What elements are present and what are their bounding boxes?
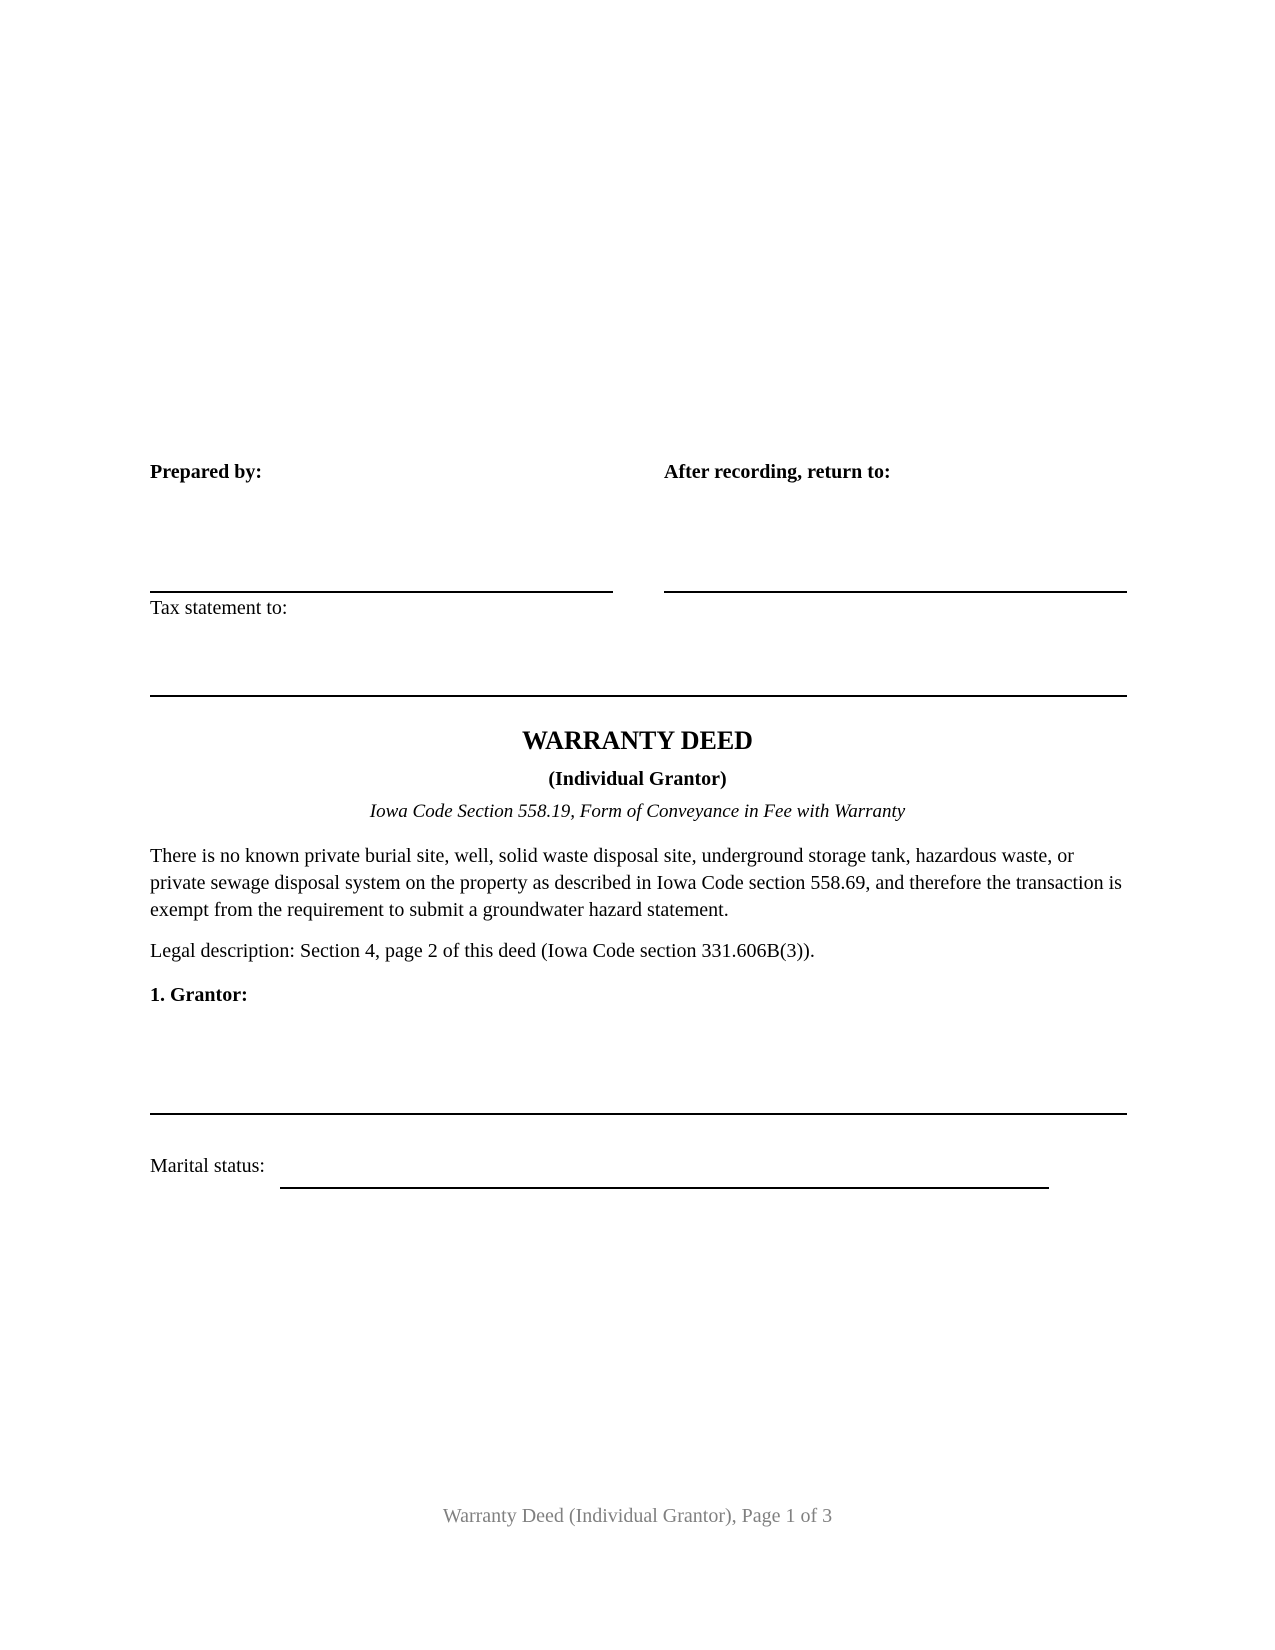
tax-statement-line[interactable]	[150, 695, 1127, 697]
return-to-label: After recording, return to:	[664, 461, 891, 483]
grantor-line[interactable]	[150, 1113, 1127, 1115]
prepared-by-line[interactable]	[150, 591, 613, 593]
page-footer: Warranty Deed (Individual Grantor), Page 1 of 3	[442, 1505, 833, 1527]
grantor-heading: 1. Grantor:	[150, 984, 248, 1006]
code-citation: Iowa Code Section 558.19, Form of Conveyance in Fee with Warranty	[369, 801, 906, 822]
legal-description: Legal description: Section 4, page 2 of this deed (Iowa Code section 331.606B(3)).	[150, 940, 815, 962]
prepared-by-label: Prepared by:	[150, 461, 263, 483]
return-to-line[interactable]	[664, 591, 1127, 593]
tax-statement-label: Tax statement to:	[150, 597, 288, 619]
document-subtitle: (Individual Grantor)	[548, 768, 727, 790]
groundwater-statement: There is no known private burial site, well, solid waste disposal site, underground storage tank, hazardous waste, or private sewage disposal system on the property as described in Iowa Code section 558.69, and therefore the transaction is exempt from the requirement to submit a groundwater hazard statement.	[150, 845, 1122, 921]
marital-status-label: Marital status:	[150, 1155, 265, 1177]
marital-status-line[interactable]	[280, 1187, 1049, 1189]
document-title: WARRANTY DEED	[522, 726, 753, 755]
